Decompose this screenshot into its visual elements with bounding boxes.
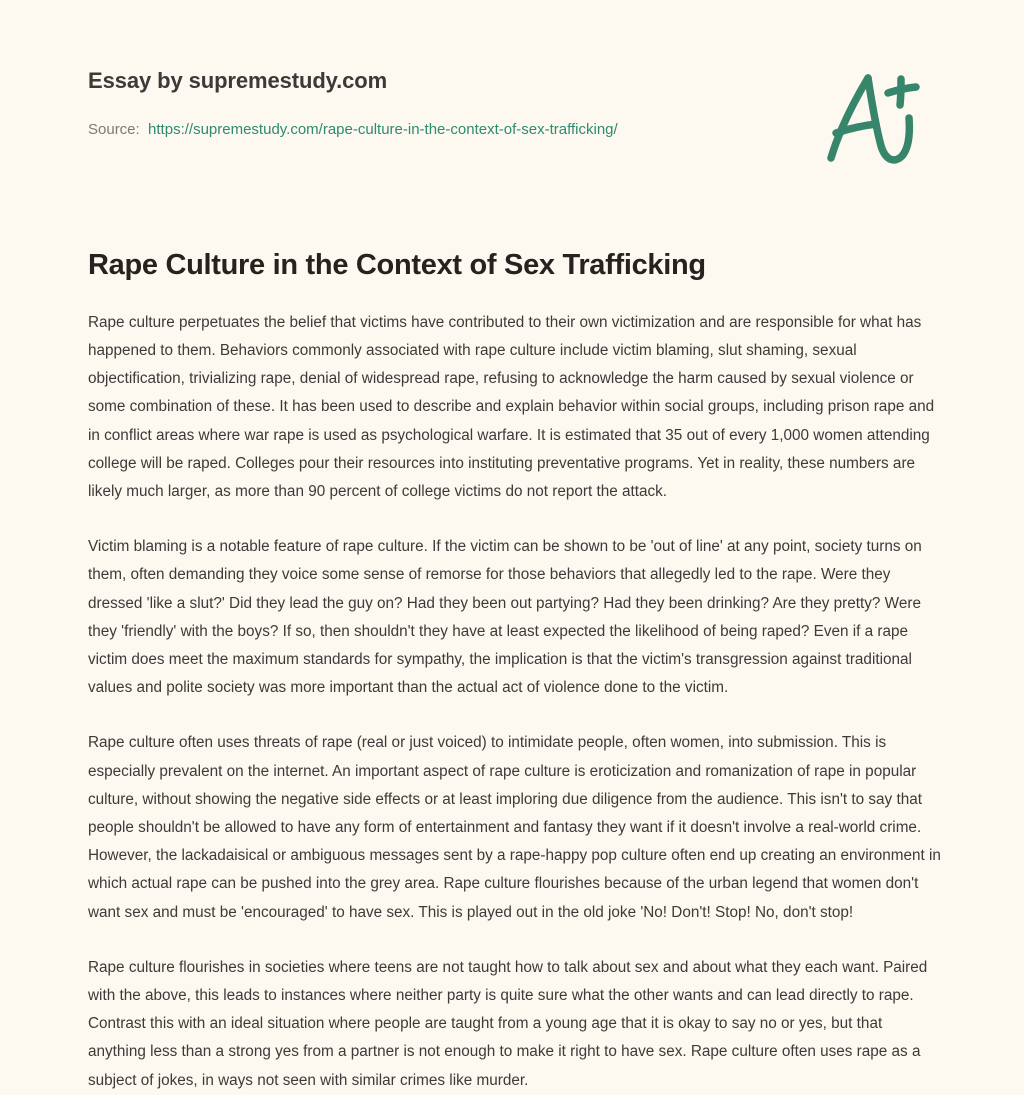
source-url-link[interactable]: https://supremestudy.com/rape-culture-in-the-context-of-sex-trafficking/: [148, 121, 618, 138]
source-line: [88, 121, 618, 138]
essay-byline: Essay by supremestudy.com: [88, 68, 388, 93]
article-paragraph: Rape culture flourishes in societies where teens are not taught how to talk about sex and about what they each want. Paired with the above, this leads to instances where neither party is quite sure what the other wants and can lead directly to rape. Contrast this with an ideal situation where people are taught from a young age that it is okay to say no or yes, but that anything less than a strong yes from a partner is not enough to make it right to have sex. Rape culture often uses rape as a subject of jokes, in ways not seen with similar crimes like murder.: [88, 958, 928, 1089]
page-title: Rape Culture in the Context of Sex Trafficking: [88, 249, 706, 281]
article-paragraph: Rape culture perpetuates the belief that victims have contributed to their own victimization and are responsible for what has happened to them. Behaviors commonly associated with rape culture include victim blaming, slut shaming, sexual objectification, trivializing rape, denial of widespread rape, refusing to acknowledge the harm caused by sexual violence or some combination of these. It has been used to describe and explain behavior within social groups, including prison rape and in conflict areas where war rape is used as psychological warfare. It is estimated that 35 out of every 1,000 women attending college will be raped. Colleges pour their resources into instituting preventative programs. Yet in reality, these numbers are likely much larger, as more than 90 percent of college victims do not report the attack.: [88, 313, 935, 501]
page-header: [0, 0, 1024, 200]
article: [88, 248, 944, 1095]
article-body: [88, 309, 944, 1095]
a-plus-logo: [806, 62, 926, 174]
article-paragraph: Rape culture often uses threats of rape (real or just voiced) to intimidate people, often women, into submission. This is especially prevalent on the internet. An important aspect of rape culture is eroticization and romanization of rape in popular culture, without showing the negative side effects or at least imploring due diligence from the audience. This isn't to say that people shouldn't be allowed to have any form of entertainment and fantasy they want if it doesn't involve a real-world crime. However, the lackadaisical or ambiguous messages sent by a rape-happy pop culture often end up creating an environment in which actual rape can be pushed into the grey area. Rape culture flourishes because of the urban legend that women don't want sex and must be 'encouraged' to have sex. This is played out in the old joke 'No! Don't! Stop! No, don't stop!: [88, 734, 941, 921]
a-plus-logo-icon: [806, 62, 926, 174]
source-label: Source:: [88, 121, 140, 138]
article-paragraph: Victim blaming is a notable feature of rape culture. If the victim can be shown to be 'out of line' at any point, society turns on them, often demanding they voice some sense of remorse for those behaviors that allegedly led to the rape. Were they dressed 'like a slut?' Did they lead the guy on? Had they been out partying? Had they been drinking? Are they pretty? Were they 'friendly' with the boys? If so, then shouldn't they have at least expected the likelihood of being raped? Even if a rape victim does meet the maximum standards for sympathy, the implication is that the victim's transgression against traditional values and polite society was more important than the actual act of violence done to the victim.: [88, 538, 922, 697]
